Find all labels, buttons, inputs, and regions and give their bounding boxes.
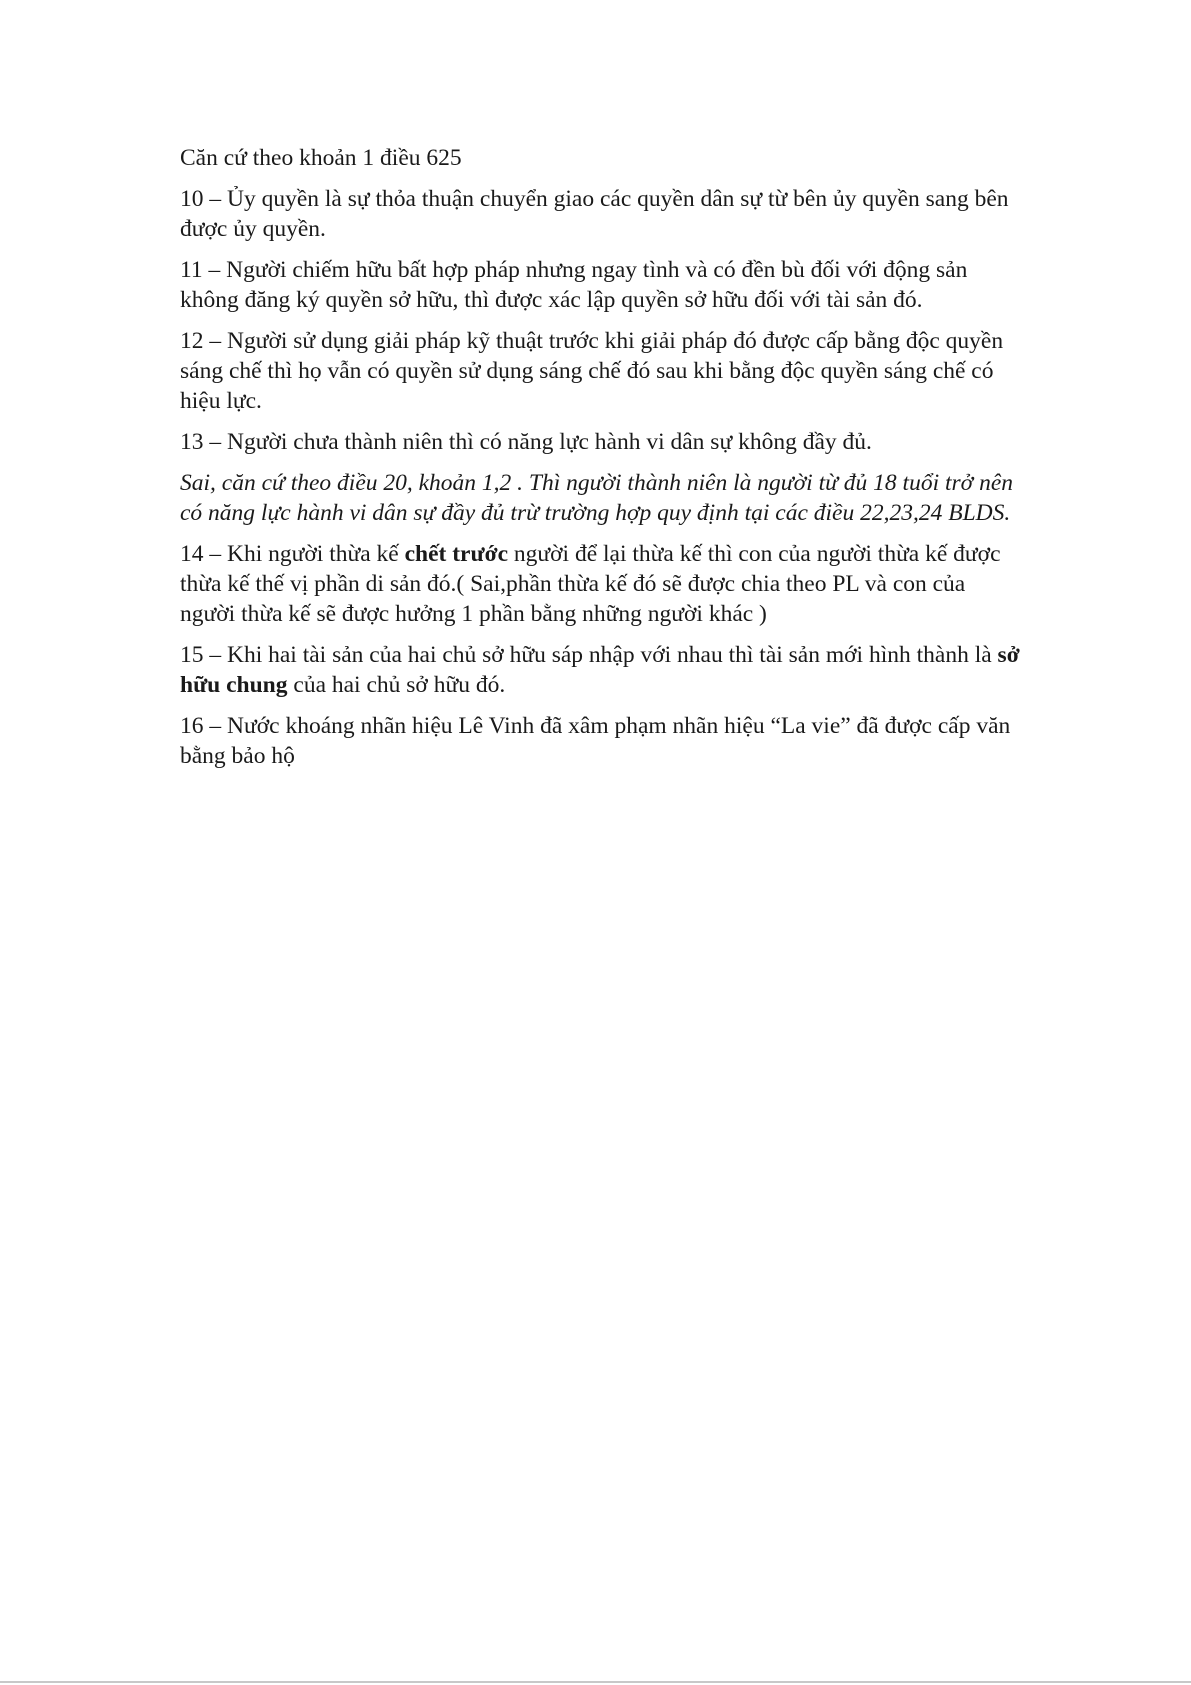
- document-body: [180, 143, 1020, 782]
- intro-line: Căn cứ theo khoản 1 điều 625: [180, 145, 462, 171]
- item-15-text-before: 15 – Khi hai tài sản của hai chủ sở hữu sáp nhập với nhau thì tài sản mới hình thành là: [180, 642, 998, 668]
- item-15-emphasis: sở hữu chung: [180, 642, 1020, 698]
- item-15-text-after: của hai chủ sở hữu đó.: [287, 672, 506, 698]
- item-11: 11 – Người chiếm hữu bất hợp pháp nhưng ngay tình và có đền bù đối với động sản không đăng ký quyền sở hữu, thì được xác lập quyền sở hữu đối với tài sản đó.: [180, 257, 968, 313]
- item-14-text-after: người để lại thừa kế thì con của người thừa kế được thừa kế thế vị phần di sản đó.( Sai,phần thừa kế đó sẽ được chia theo PL và con của người thừa kế sẽ được hưởng 1 phần bằng những người khác ): [180, 541, 1001, 627]
- item-14-text-before: 14 – Khi người thừa kế: [180, 541, 405, 567]
- item-14-emphasis: chết trước: [404, 541, 509, 567]
- item-13-answer: Sai, căn cứ theo điều 20, khoản 1,2 . Thì người thành niên là người từ đủ 18 tuổi trở nên có năng lực hành vi dân sự đầy đủ trừ trường hợp quy định tại các điều 22,23,24 BLDS.: [180, 470, 1013, 526]
- item-14: [180, 539, 1020, 629]
- item-12: 12 – Người sử dụng giải pháp kỹ thuật trước khi giải pháp đó được cấp bằng độc quyền sáng chế thì họ vẫn có quyền sử dụng sáng chế đó sau khi bằng độc quyền sáng chế có hiệu lực.: [180, 328, 1004, 414]
- item-15: [180, 640, 1020, 700]
- page-bottom-edge: [0, 1681, 1191, 1683]
- item-16: 16 – Nước khoáng nhãn hiệu Lê Vinh đã xâm phạm nhãn hiệu “La vie” đã được cấp văn bằng bảo hộ: [180, 713, 1011, 769]
- item-10: 10 – Ủy quyền là sự thỏa thuận chuyển giao các quyền dân sự từ bên ủy quyền sang bên được ủy quyền.: [180, 186, 1009, 242]
- item-13: 13 – Người chưa thành niên thì có năng lực hành vi dân sự không đầy đủ.: [180, 429, 872, 455]
